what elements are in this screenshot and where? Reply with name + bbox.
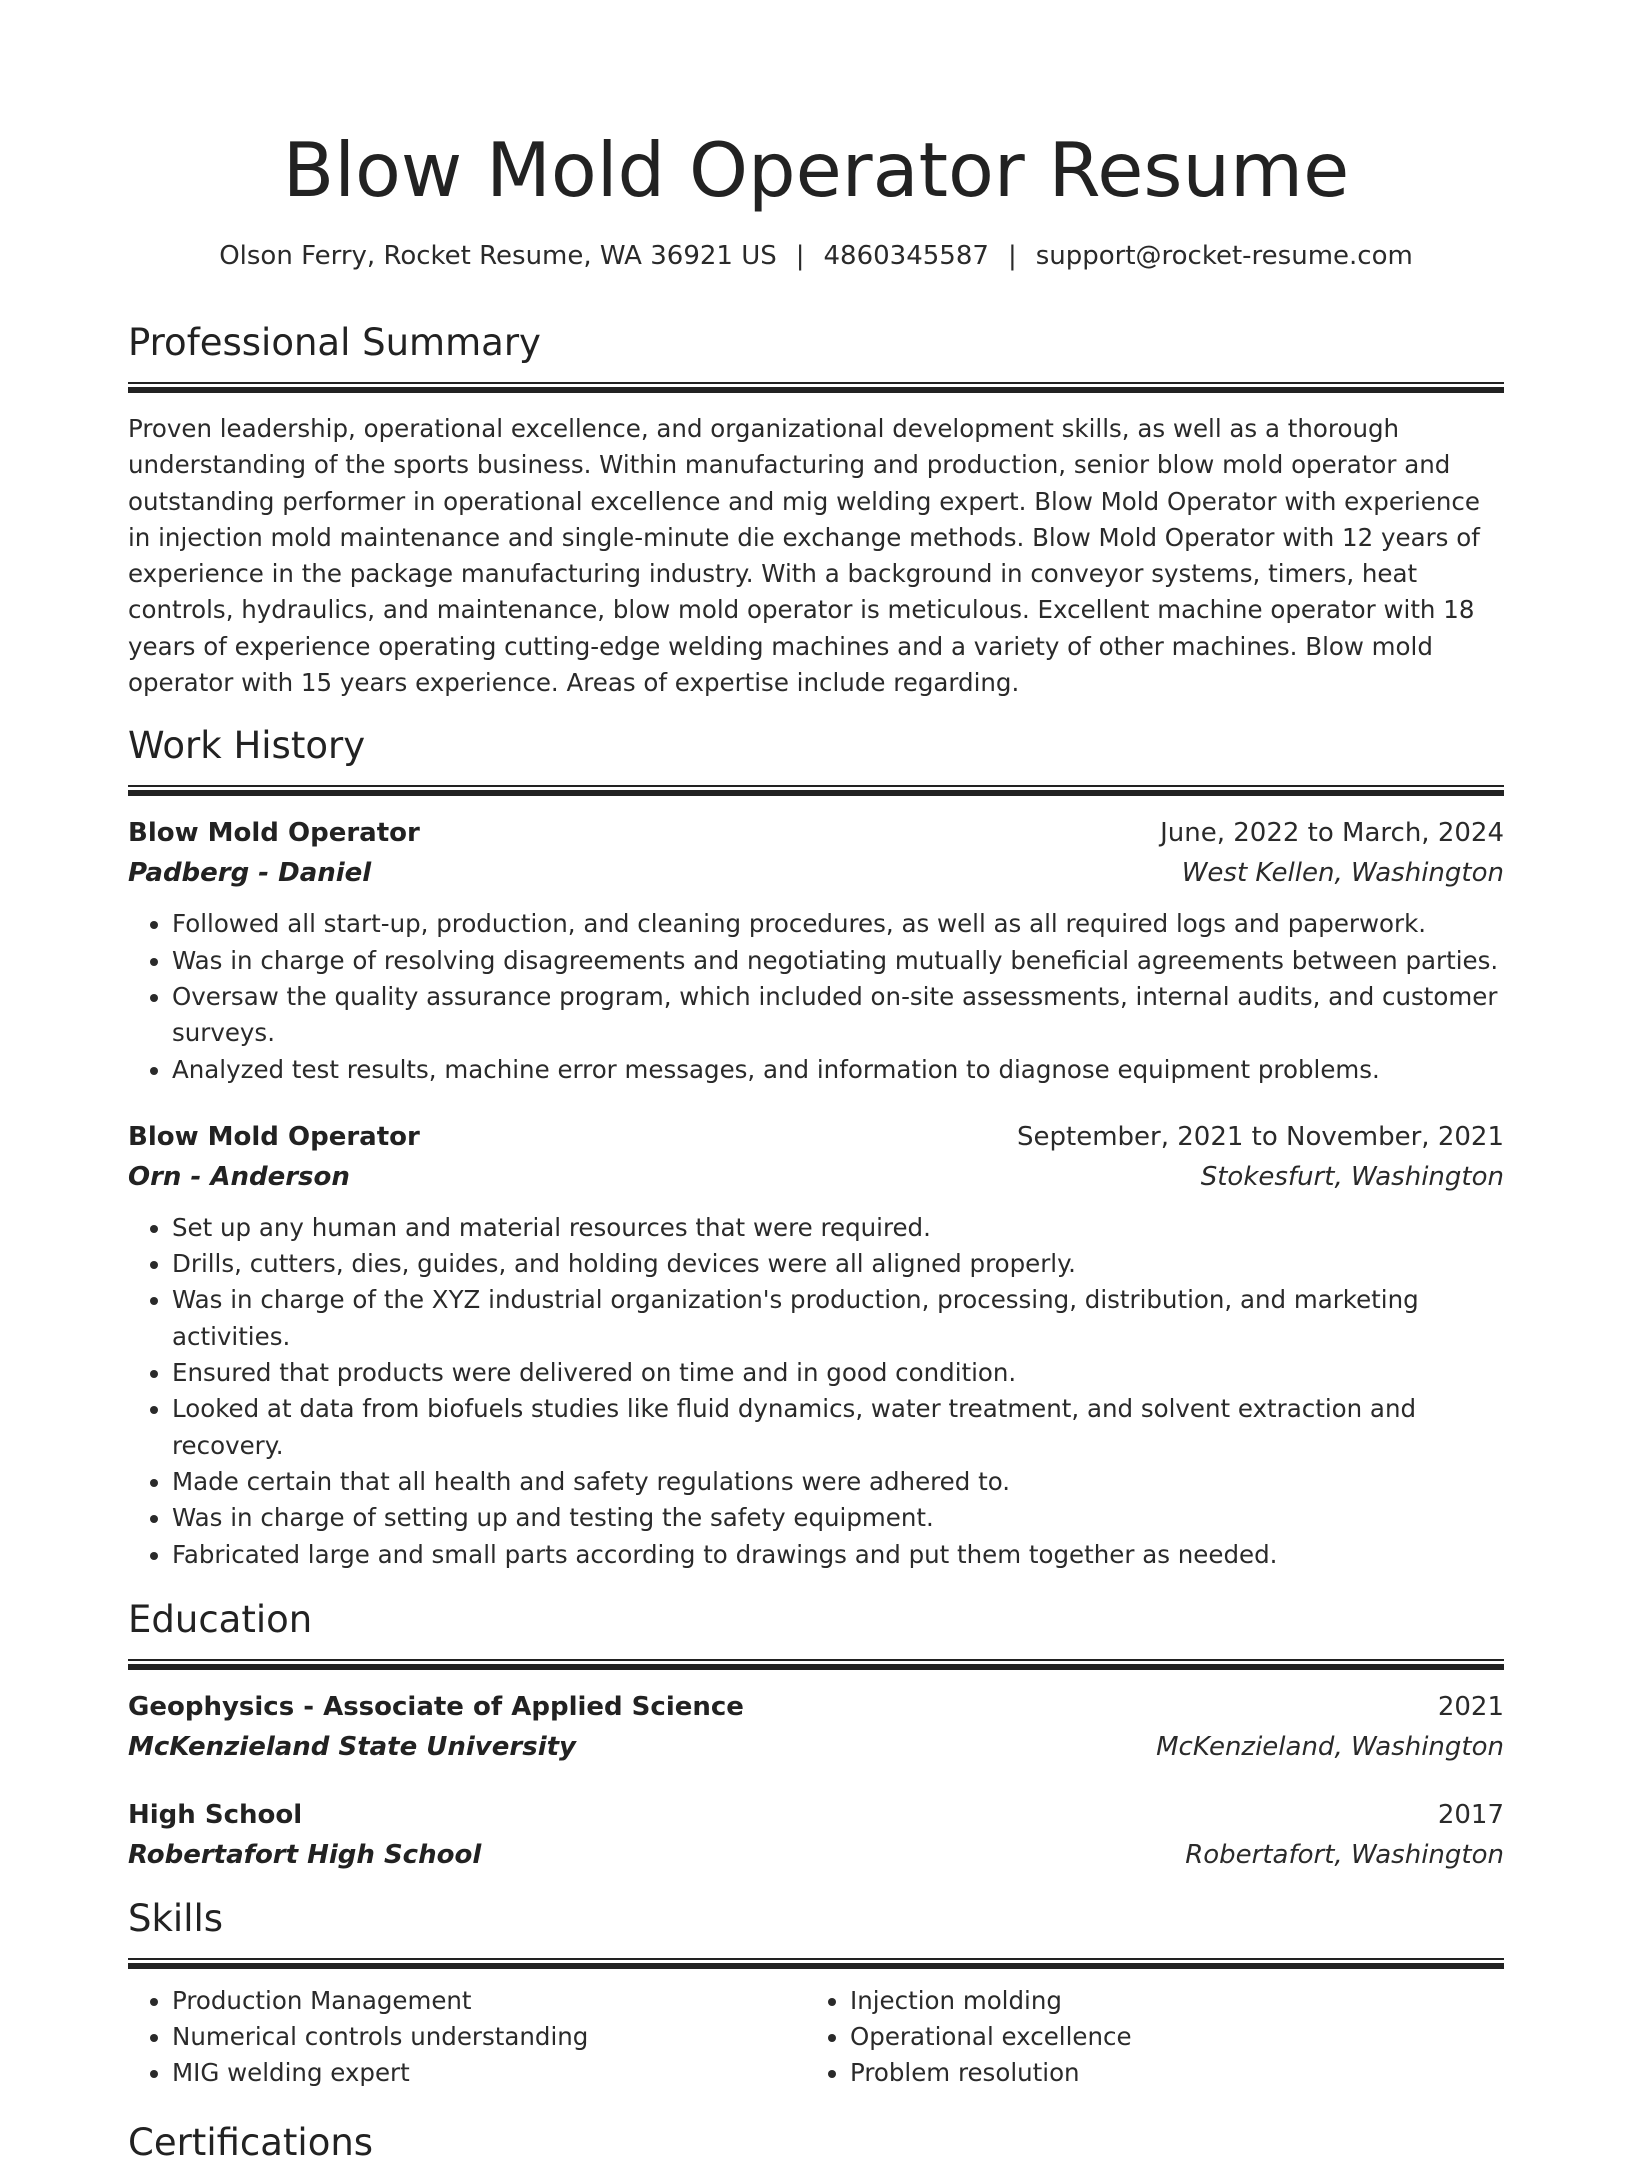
education-year: 2017 [1437, 1799, 1504, 1830]
contact-address: Olson Ferry, Rocket Resume, WA 36921 US [219, 241, 777, 271]
job-company: Orn - Anderson [128, 1161, 350, 1192]
job-location: West Kellen, Washington [1181, 858, 1504, 889]
contact-phone: 4860345587 [823, 241, 989, 271]
work-history-heading: Work History [128, 724, 366, 768]
contact-email: support@rocket-resume.com [1035, 241, 1413, 271]
skill-item: • MIG welding expert [172, 2055, 806, 2091]
resume-title: Blow Mold Operator Resume [282, 126, 1350, 214]
job-bullet: • Oversaw the quality assurance program, which included on-site assessments, internal audits, and customer surveys. [172, 979, 1504, 1052]
job-bullets [128, 1210, 1504, 1573]
section-divider [128, 785, 1504, 796]
contact-line [128, 238, 1504, 274]
skill-item: • Injection molding [850, 1983, 1504, 2019]
section-divider [128, 1659, 1504, 1670]
job-bullet: • Fabricated large and small parts according to drawings and put them together as needed. [172, 1537, 1504, 1573]
education-location: Robertafort, Washington [1185, 1839, 1504, 1870]
education-entry [128, 1688, 1504, 1766]
contact-separator: | [795, 241, 805, 271]
skill-item: • Problem resolution [850, 2055, 1504, 2091]
section-divider [128, 1958, 1504, 1969]
job-bullet: • Was in charge of setting up and testing the safety equipment. [172, 1500, 1504, 1536]
skills-column-left [128, 1983, 806, 2092]
job-title: Blow Mold Operator [128, 818, 420, 849]
contact-separator: | [1007, 241, 1017, 271]
skills-column-right [806, 1983, 1504, 2092]
job-company: Padberg - Daniel [128, 858, 372, 889]
education-degree: Geophysics - Associate of Applied Science [128, 1691, 744, 1722]
job-bullet: • Drills, cutters, dies, guides, and holding devices were all aligned properly. [172, 1246, 1504, 1282]
skill-item: • Operational excellence [850, 2019, 1504, 2055]
job-dates: September, 2021 to November, 2021 [1017, 1121, 1504, 1152]
job-bullet: • Was in charge of the XYZ industrial organization's production, processing, distribution, and marketing activities. [172, 1282, 1504, 1355]
education-school: Robertafort High School [128, 1839, 482, 1870]
job-bullet: • Made certain that all health and safety regulations were adhered to. [172, 1464, 1504, 1500]
job-bullet: • Was in charge of resolving disagreements and negotiating mutually beneficial agreements between parties. [172, 943, 1504, 979]
education-heading: Education [128, 1597, 313, 1641]
resume-page [128, 0, 1504, 2168]
skills-heading: Skills [128, 1896, 224, 1940]
job-bullet: • Followed all start-up, production, and cleaning procedures, as well as all required logs and paperwork. [172, 906, 1504, 942]
job-bullet: • Set up any human and material resources that were required. [172, 1210, 1504, 1246]
education-school: McKenzieland State University [128, 1731, 576, 1762]
skill-item: • Production Management [172, 1983, 806, 2019]
job-bullets [128, 906, 1504, 1087]
job-location: Stokesfurt, Washington [1200, 1161, 1504, 1192]
certifications-heading: Certifications [128, 2120, 374, 2164]
job-title: Blow Mold Operator [128, 1121, 420, 1152]
job-entry [128, 814, 1504, 1087]
job-bullet: • Looked at data from biofuels studies like fluid dynamics, water treatment, and solvent extraction and recovery. [172, 1391, 1504, 1464]
education-location: McKenzieland, Washington [1156, 1731, 1504, 1762]
job-dates: June, 2022 to March, 2024 [1160, 818, 1504, 849]
job-entry [128, 1118, 1504, 1573]
section-divider [128, 382, 1504, 393]
summary-text: Proven leadership, operational excellence, and organizational development skills, as well as a thorough understanding of the sports business. Within manufacturing and production, senior blow mold operator and outstanding performer in operational excellence and mig welding expert. Blow Mold Operator with experience in injection mold maintenance and single-minute die exchange methods. Blow Mold Operator with 12 years of experience in the package manufacturing industry. With a background in conveyor systems, timers, heat controls, hydraulics, and maintenance, blow mold operator is meticulous. Excellent machine operator with 18 years of experience operating cutting-edge welding machines and a variety of other machines. Blow mold operator with 15 years experience. Areas of expertise include regarding. [128, 414, 1480, 698]
skill-item: • Numerical controls understanding [172, 2019, 806, 2055]
skills-grid [128, 1983, 1504, 2092]
education-year: 2021 [1437, 1691, 1504, 1722]
job-bullet: • Ensured that products were delivered on time and in good condition. [172, 1355, 1504, 1391]
job-bullet: • Analyzed test results, machine error messages, and information to diagnose equipment problems. [172, 1052, 1504, 1088]
summary-heading: Professional Summary [128, 321, 541, 364]
education-entry [128, 1796, 1504, 1874]
education-degree: High School [128, 1799, 303, 1830]
